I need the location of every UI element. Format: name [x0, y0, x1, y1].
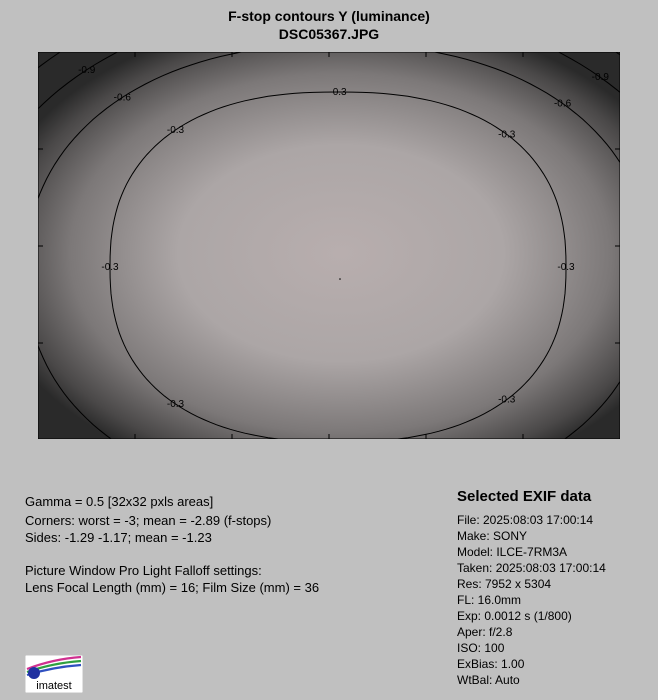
exif-row: File: 2025:08:03 17:00:14 — [457, 513, 594, 527]
plot-background — [38, 52, 620, 439]
exif-row: ExBias: 1.00 — [457, 657, 525, 671]
exif-row: Taken: 2025:08:03 17:00:14 — [457, 561, 606, 575]
exif-row: FL: 16.0mm — [457, 593, 522, 607]
contour-label: -0.9 — [591, 72, 609, 84]
contour-label: -0.3 — [498, 394, 516, 406]
contour-label: -0.3 — [329, 87, 347, 98]
exif-row: ISO: 100 — [457, 641, 505, 655]
exif-row: Make: SONY — [457, 529, 528, 543]
contour-label: -0.9 — [78, 64, 96, 76]
corners-text: Corners: worst = -3; mean = -2.89 (f-stops) — [25, 513, 272, 528]
exif-row: Exp: 0.0012 s (1/800) — [457, 609, 572, 623]
chart-subtitle: DSC05367.JPG — [278, 26, 380, 42]
gamma-text: Gamma = 0.5 [32x32 pxls areas] — [25, 494, 214, 509]
exif-row: Res: 7952 x 5304 — [457, 577, 552, 591]
settings-text: Lens Focal Length (mm) = 16; Film Size (mm) = 36 — [25, 580, 320, 595]
contour-label: -0.3 — [166, 399, 185, 410]
settings-title: Picture Window Pro Light Falloff settings: — [25, 563, 262, 578]
logo-text: imatest — [36, 680, 72, 692]
contour-label: -0.3 — [498, 129, 516, 141]
exif-title: Selected EXIF data — [457, 488, 592, 505]
contour-label: -0.6 — [553, 98, 572, 110]
contour-label: -0.3 — [557, 262, 575, 273]
chart-title: F-stop contours Y (luminance) — [228, 8, 430, 24]
contour-plot — [38, 52, 620, 439]
contour-label: -0.6 — [113, 92, 131, 104]
sides-text: Sides: -1.29 -1.17; mean = -1.23 — [25, 530, 212, 545]
center-marker — [339, 278, 341, 280]
exif-row: WtBal: Auto — [457, 673, 520, 687]
exif-row: Model: ILCE-7RM3A — [457, 545, 568, 559]
contour-label: -0.3 — [166, 125, 185, 136]
imatest-logo — [25, 655, 83, 693]
contour-label: -0.3 — [101, 262, 119, 273]
exif-row: Aper: f/2.8 — [457, 625, 513, 639]
